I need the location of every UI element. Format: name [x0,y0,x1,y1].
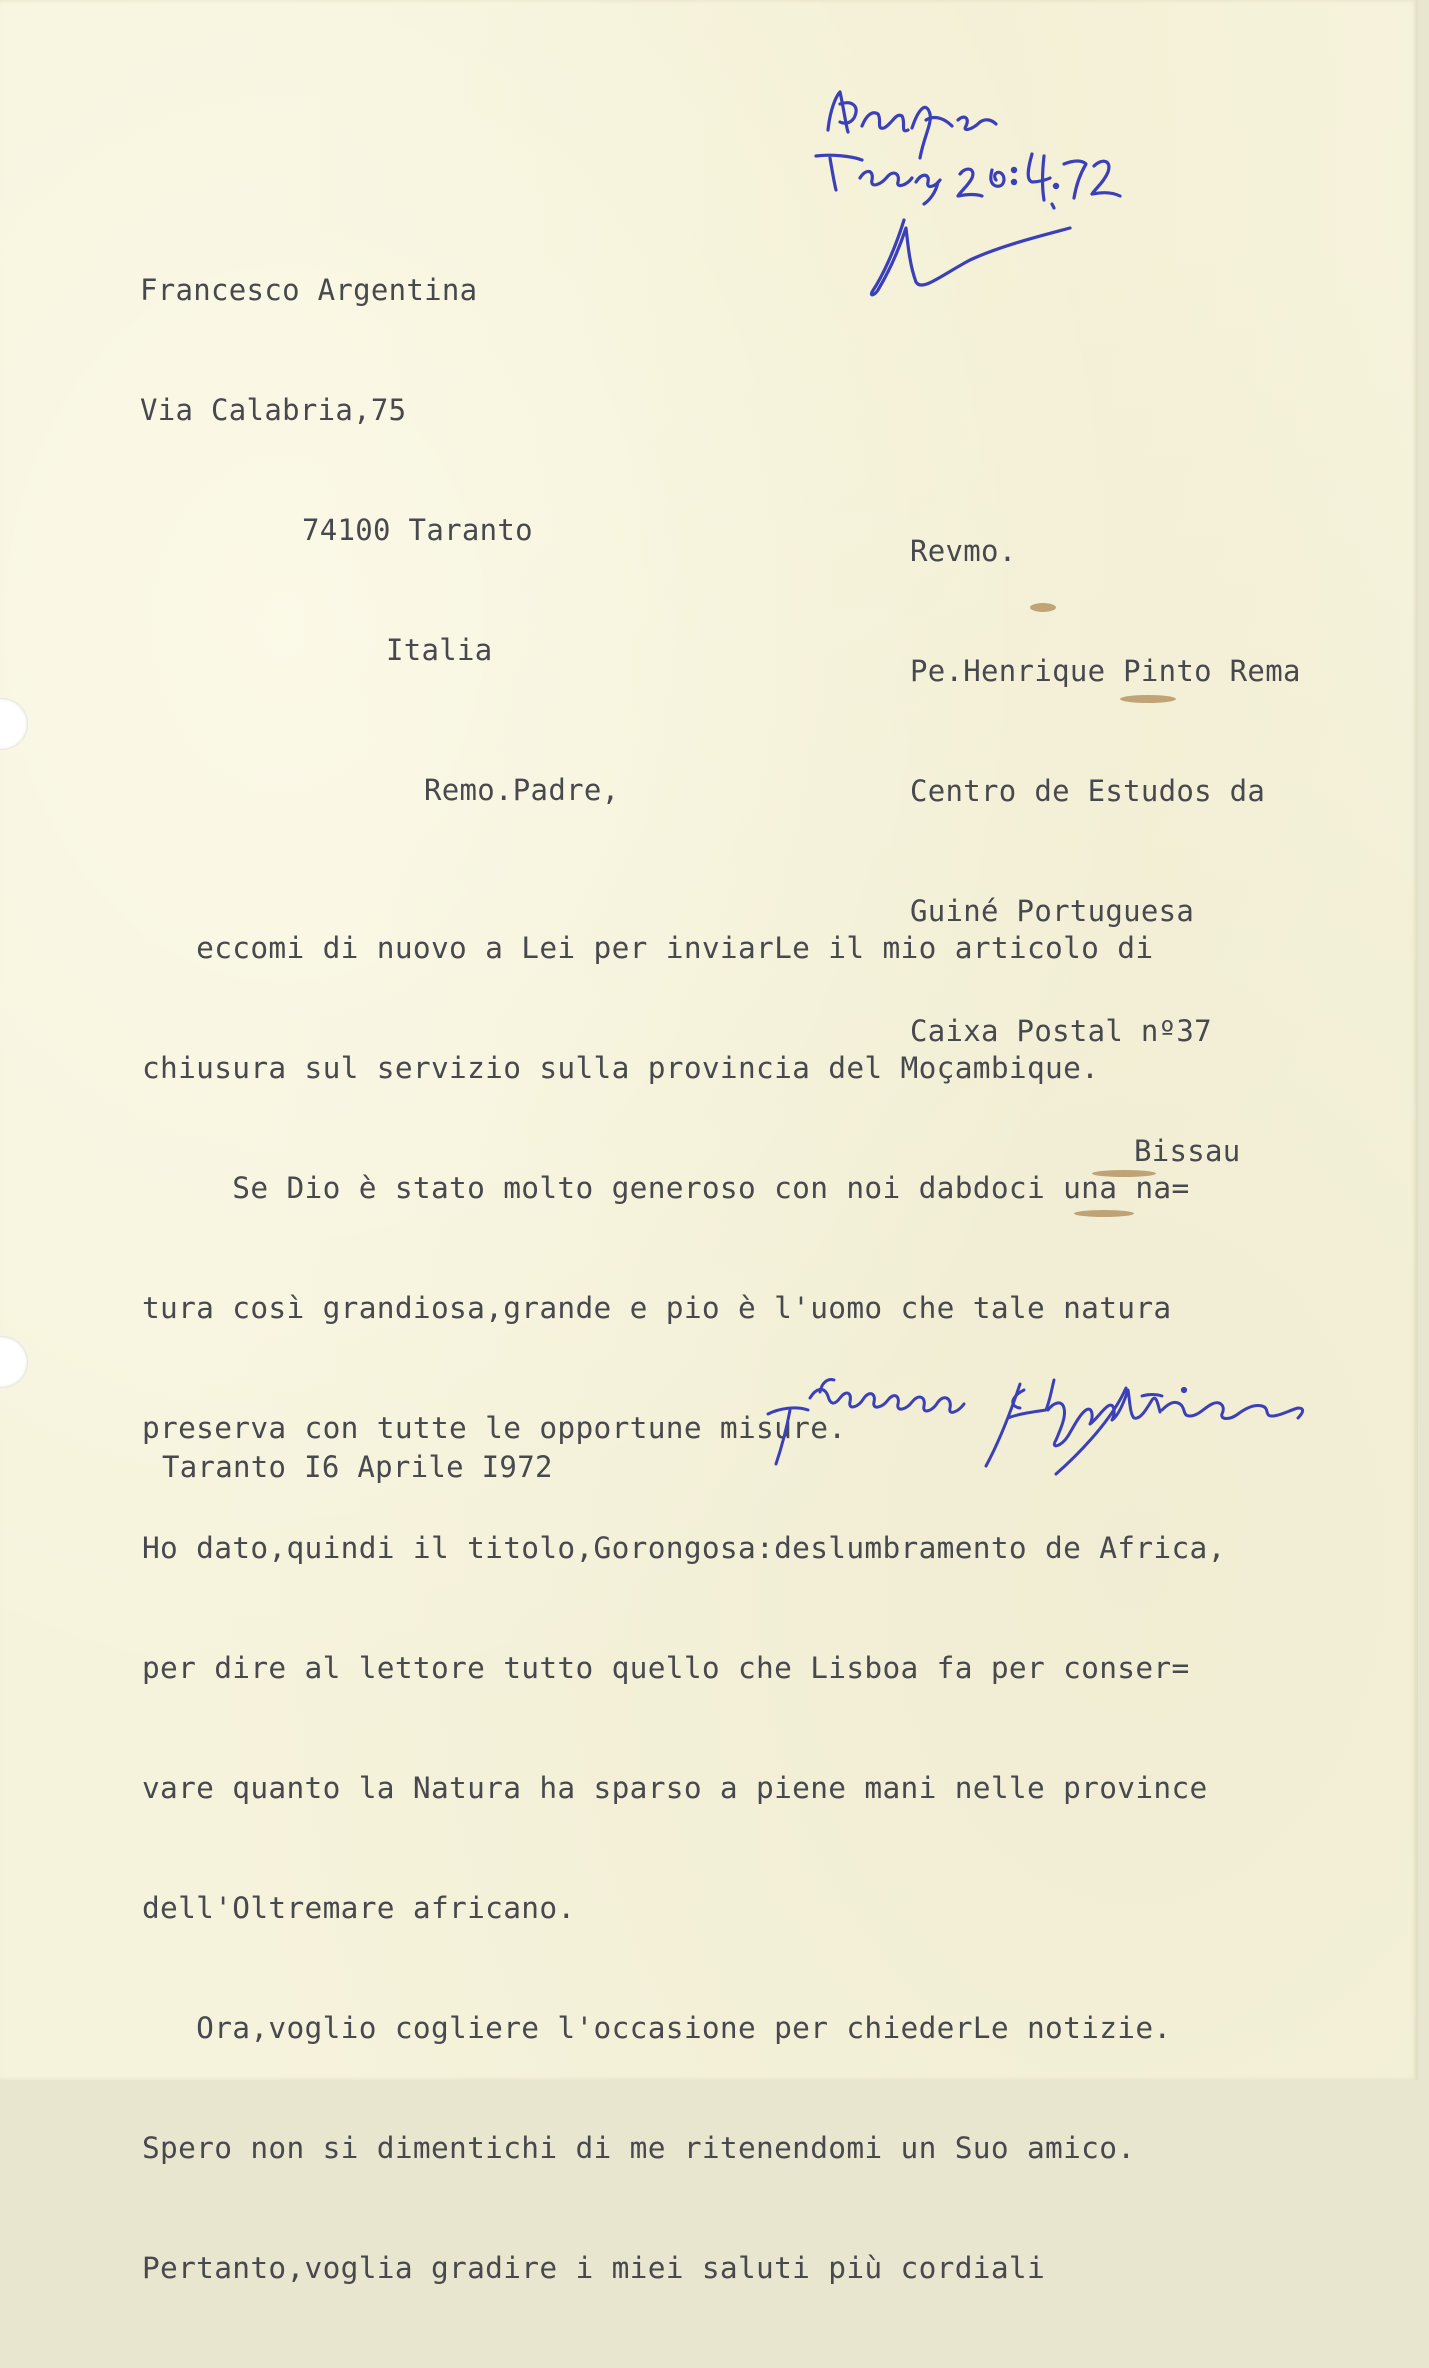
body-line: preserva con tutte le opportune misure. [142,1411,847,1445]
recipient-line-5: Caixa Postal nº37 [910,1014,1212,1048]
sender-street: Via Calabria,75 [140,393,407,427]
recipient-line-2: Pe.Henrique Pinto Rema [910,654,1301,688]
punch-hole-top [0,698,28,750]
recipient-line-3: Centro de Estudos da [910,774,1266,808]
recipient-line-6: Bissau [1134,1134,1241,1168]
letter-body [142,848,1226,2368]
ink-stain [1030,603,1056,612]
salutation: Remo.Padre, [424,773,620,807]
handwritten-annotation [800,70,1180,330]
sender-name: Francesco Argentina [140,273,478,307]
body-line: Se Dio è stato molto generoso con noi dabdoci una na= [142,1171,1190,1205]
body-line: Ora,voglio cogliere l'occasione per chiederLe notizie. [142,2011,1172,2045]
body-line: Ho dato,quindi il titolo,Gorongosa:deslumbramento de Africa, [142,1531,1226,1565]
body-line: vare quanto la Natura ha sparso a piene mani nelle province [142,1771,1208,1805]
body-line: chiusura sul servizio sulla provincia del Moçambique. [142,1051,1100,1085]
body-line: dell'Oltremare africano. [142,1891,576,1925]
sender-country: Italia [386,633,493,667]
body-line: Spero non si dimentichi di me ritenendomi un Suo amico. [142,2131,1136,2165]
recipient-line-4: Guiné Portuguesa [910,894,1195,928]
place-date: Taranto I6 Aprile I972 [162,1450,553,1484]
recipient-line-1: Revmo. [910,534,1017,568]
ink-stain [1120,695,1176,703]
sender-city: 74100 Taranto [302,513,533,547]
punch-hole-bottom [0,1336,28,1388]
body-line: Pertanto,voglia gradire i miei saluti più cordiali [142,2251,1046,2285]
body-line: eccomi di nuovo a Lei per inviarLe il mio articolo di [142,931,1154,965]
body-line: tura così grandiosa,grande e pio è l'uomo che tale natura [142,1291,1172,1325]
signature [750,1340,1370,1500]
sender-address [140,190,533,750]
body-line: per dire al lettore tutto quello che Lisboa fa per conser= [142,1651,1190,1685]
